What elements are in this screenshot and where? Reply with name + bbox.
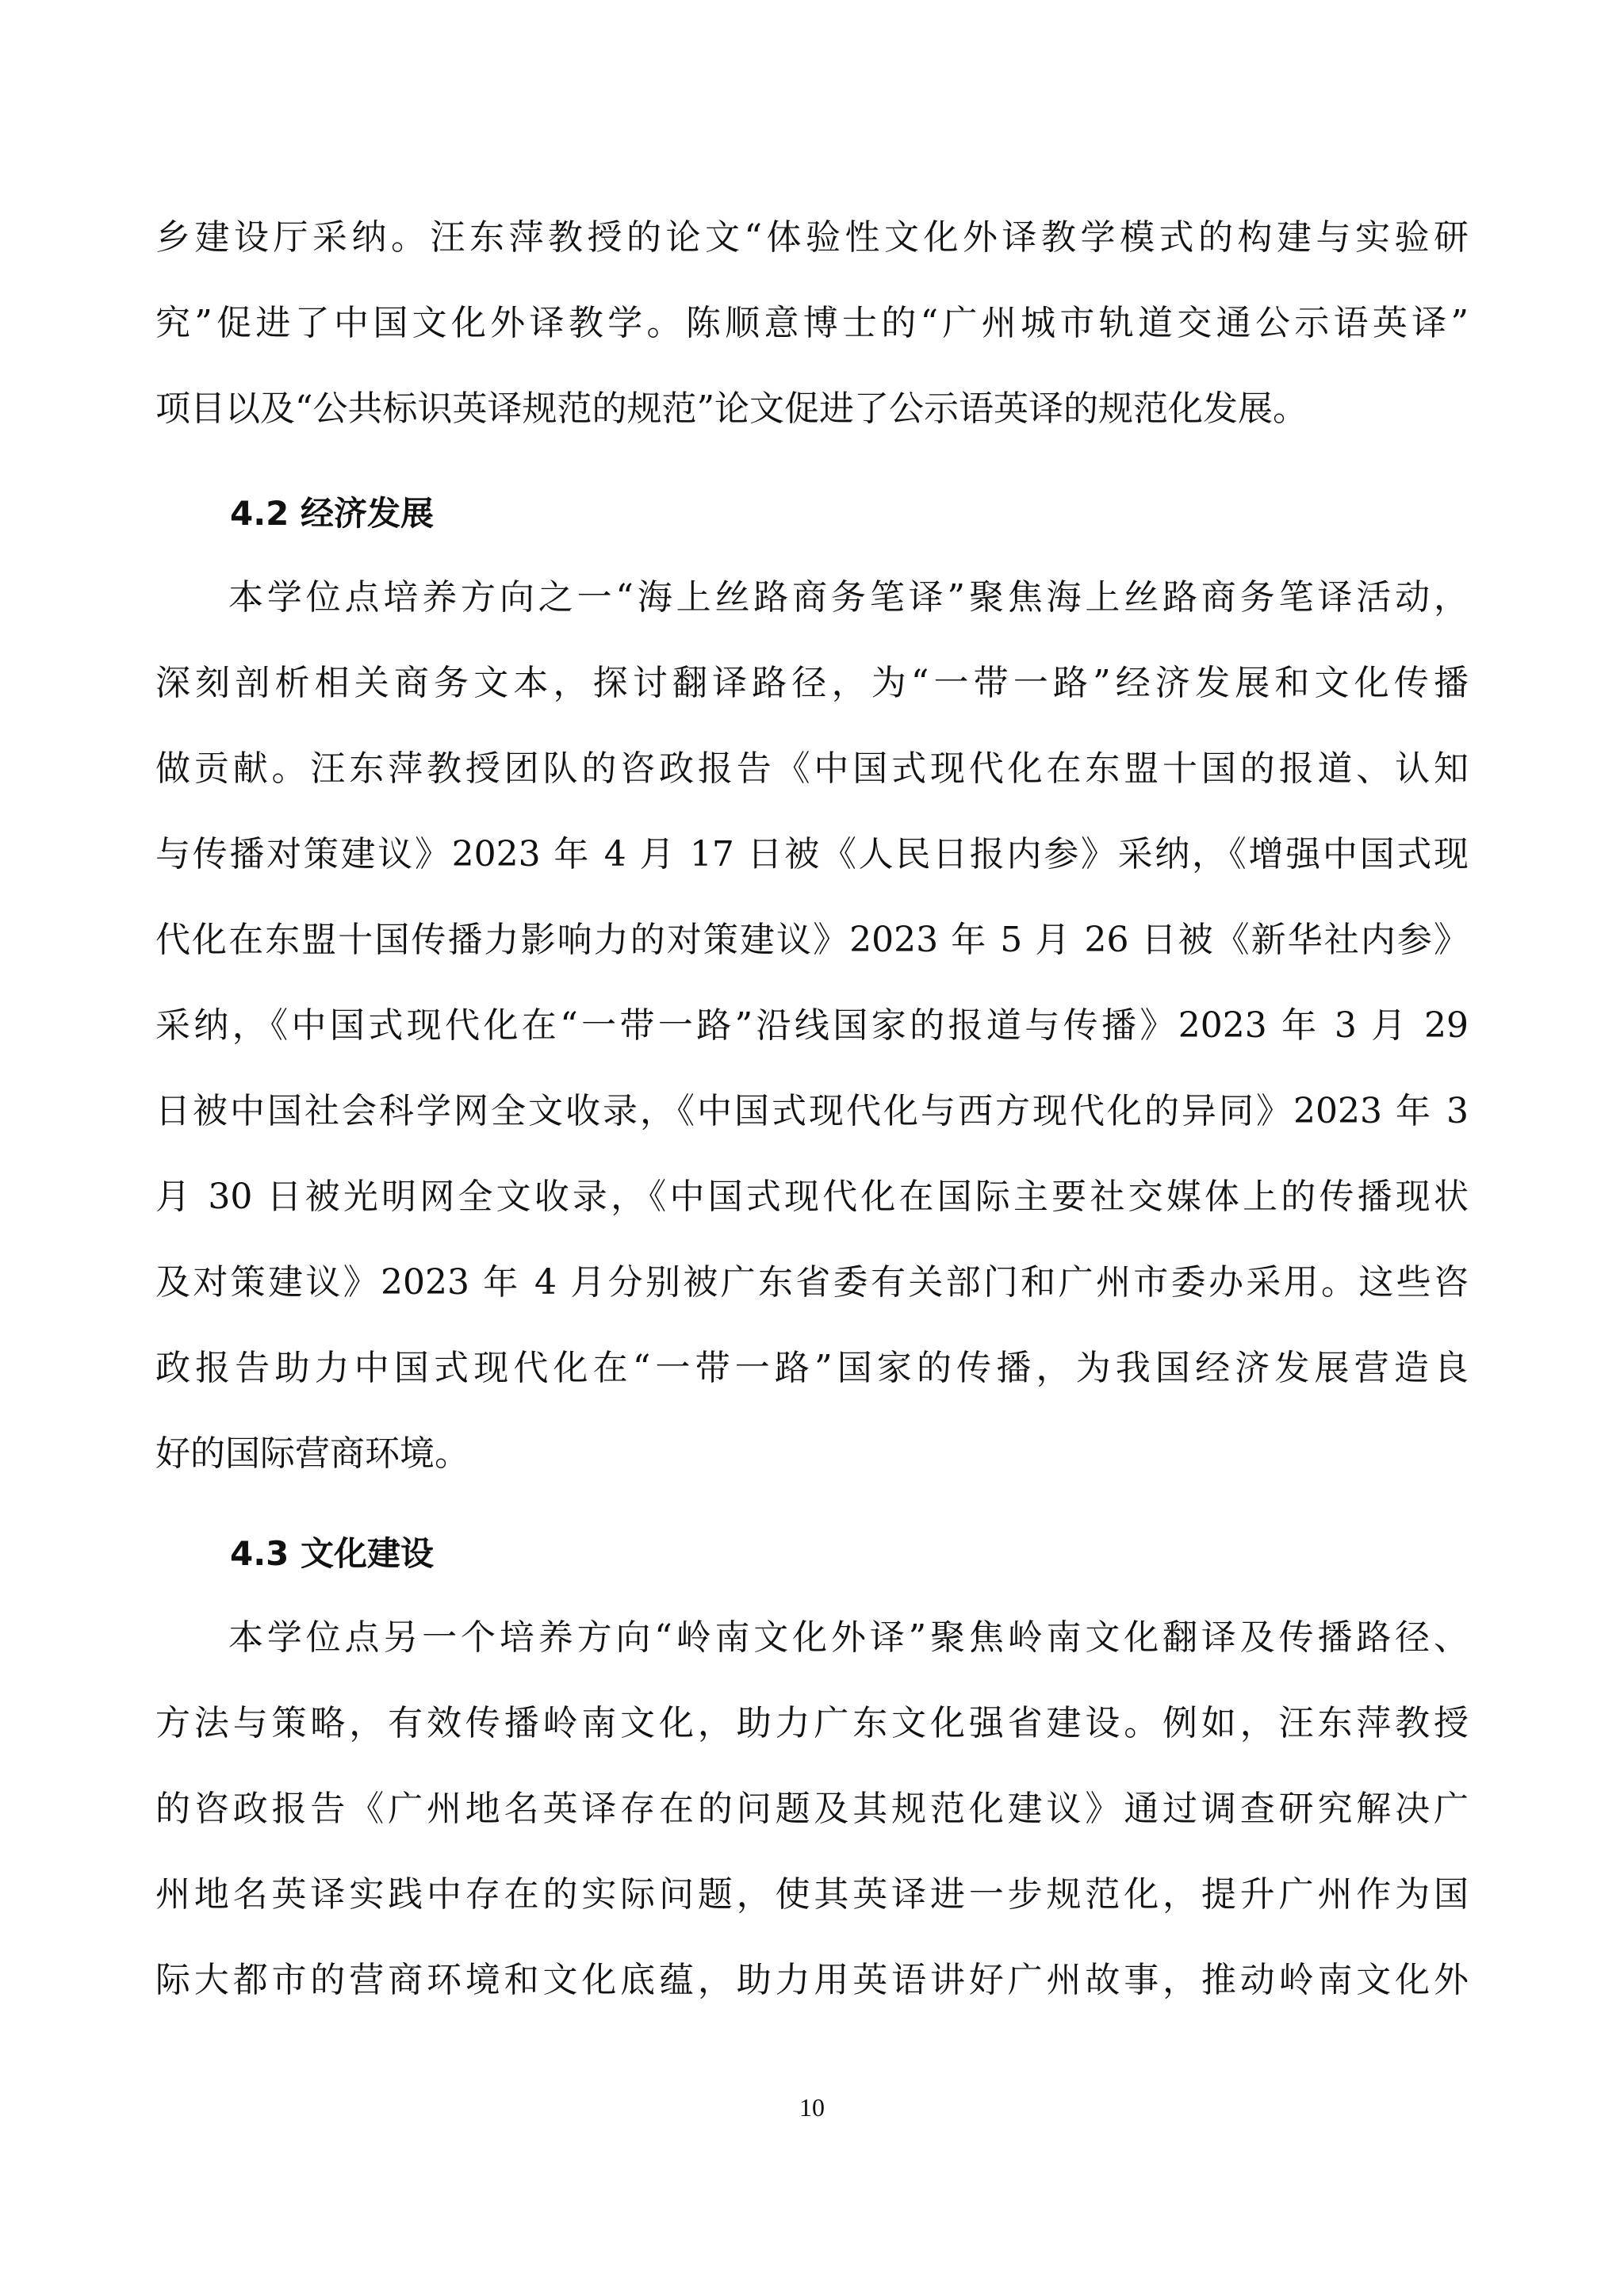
section-heading-4-3: 4.3 文化建设	[230, 1534, 435, 1573]
text-line: 的咨政报告《广州地名英译存在的问题及其规范化建议》通过调查研究解决广	[155, 1789, 1469, 1829]
section-heading-4-2: 4.2 经济发展	[230, 494, 435, 533]
text-line: 本学位点另一个培养方向“岭南文化外译”聚焦岭南文化翻译及传播路径、	[228, 1617, 1469, 1658]
text-line: 究”促进了中国文化外译教学。陈顺意博士的“广州城市轨道交通公示语英译”	[155, 303, 1469, 343]
text-line: 与传播对策建议》2023 年 4 月 17 日被《人民日报内参》采纳，《增强中国式现	[155, 834, 1469, 874]
text-line: 项目以及“公共标识英译规范的规范”论文促进了公示语英译的规范化发展。	[155, 388, 1308, 429]
text-line: 日被中国社会科学网全文收录，《中国式现代化与西方现代化的异同》2023 年 3	[155, 1091, 1469, 1131]
paragraph-4-2	[155, 555, 1469, 1497]
text-line: 及对策建议》2023 年 4 月分别被广东省委有关部门和广州市委办采用。这些咨	[155, 1262, 1469, 1303]
text-line: 月 30 日被光明网全文收录，《中国式现代化在国际主要社交媒体上的传播现状	[155, 1177, 1469, 1217]
text-line: 州地名英译实践中存在的实际问题，使其英译进一步规范化，提升广州作为国	[155, 1874, 1469, 1915]
text-line: 际大都市的营商环境和文化底蕴，助力用英语讲好广州故事，推动岭南文化外	[155, 1960, 1469, 2000]
text-line: 代化在东盟十国传播力影响力的对策建议》2023 年 5 月 26 日被《新华社内参》	[155, 920, 1469, 960]
text-line: 本学位点培养方向之一“海上丝路商务笔译”聚焦海上丝路商务笔译活动，	[228, 577, 1469, 618]
text-line: 做贡献。汪东萍教授团队的咨政报告《中国式现代化在东盟十国的报道、认知	[155, 748, 1469, 789]
page-number: 10	[799, 2093, 825, 2122]
text-line: 采纳，《中国式现代化在“一带一路”沿线国家的报道与传播》2023 年 3 月 29	[155, 1005, 1469, 1046]
text-line: 方法与策略，有效传播岭南文化，助力广东文化强省建设。例如，汪东萍教授	[155, 1703, 1469, 1743]
text-line: 乡建设厅采纳。汪东萍教授的论文“体验性文化外译教学模式的构建与实验研	[155, 217, 1469, 258]
paragraph-4-3	[155, 1595, 1469, 2023]
text-line: 深刻剖析相关商务文本，探讨翻译路径，为“一带一路”经济发展和文化传播	[155, 663, 1469, 703]
paragraph-4-1-tail	[155, 195, 1469, 452]
text-line: 政报告助力中国式现代化在“一带一路”国家的传播，为我国经济发展营造良	[155, 1348, 1469, 1388]
text-line: 好的国际营商环境。	[155, 1433, 469, 1474]
